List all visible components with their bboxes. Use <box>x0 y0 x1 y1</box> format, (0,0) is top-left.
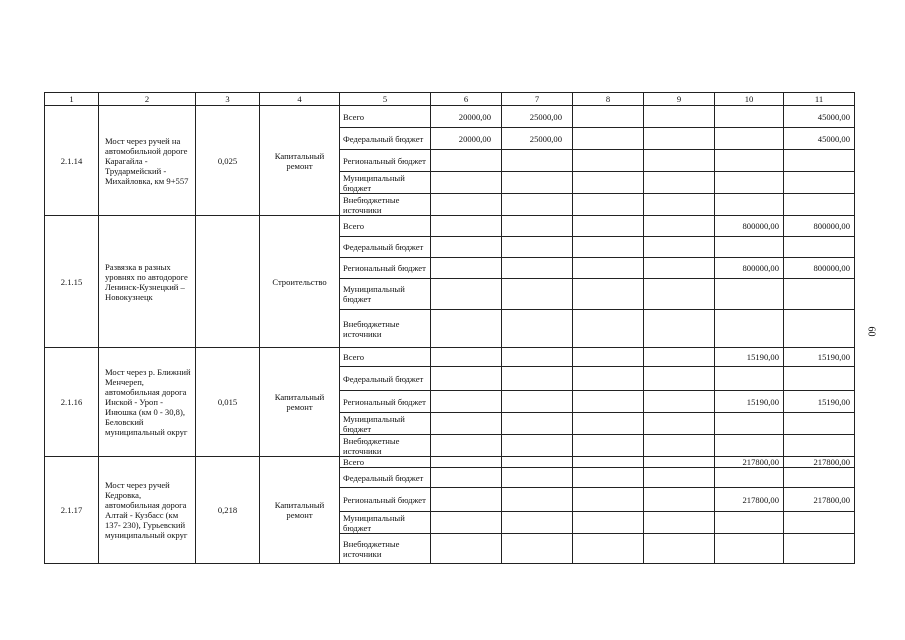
amount-cell <box>431 512 502 534</box>
amount-cell <box>715 106 784 128</box>
amount-cell <box>715 150 784 172</box>
amount-cell <box>784 237 855 258</box>
amount-cell <box>431 488 502 512</box>
object-name-cell: Мост через ручей на автомобильной дороге Карагайла - Трудармейский - Михайловка, км 9+557 <box>99 106 196 216</box>
column-header: 4 <box>260 93 340 106</box>
work-type-cell: Строительство <box>260 216 340 348</box>
amount-cell <box>784 367 855 391</box>
funding-source-cell: Региональный бюджет <box>340 150 431 172</box>
amount-cell <box>431 258 502 279</box>
item-number-cell: 2.1.17 <box>45 457 99 564</box>
amount-cell <box>502 488 573 512</box>
amount-cell <box>644 279 715 310</box>
amount-cell <box>573 413 644 435</box>
column-header: 1 <box>45 93 99 106</box>
amount-cell <box>502 279 573 310</box>
amount-cell <box>644 310 715 348</box>
amount-cell <box>431 172 502 194</box>
amount-cell <box>431 237 502 258</box>
amount-cell <box>644 468 715 488</box>
amount-cell: 45000,00 <box>784 128 855 150</box>
column-header: 5 <box>340 93 431 106</box>
amount-cell <box>784 150 855 172</box>
amount-cell <box>502 391 573 413</box>
amount-cell <box>715 194 784 216</box>
amount-cell <box>431 367 502 391</box>
amount-cell <box>784 279 855 310</box>
amount-cell <box>502 534 573 564</box>
amount-cell <box>573 512 644 534</box>
amount-cell <box>644 150 715 172</box>
amount-cell <box>502 237 573 258</box>
amount-cell <box>431 391 502 413</box>
amount-cell <box>502 258 573 279</box>
column-header: 11 <box>784 93 855 106</box>
amount-cell <box>502 468 573 488</box>
funding-source-cell: Всего <box>340 457 431 468</box>
amount-cell <box>715 310 784 348</box>
amount-cell <box>573 237 644 258</box>
amount-cell <box>784 413 855 435</box>
amount-cell <box>644 512 715 534</box>
amount-cell <box>784 435 855 457</box>
amount-cell <box>644 106 715 128</box>
work-type-cell: Капитальный ремонт <box>260 457 340 564</box>
amount-cell <box>431 457 502 468</box>
amount-cell: 15190,00 <box>784 391 855 413</box>
length-cell: 0,218 <box>196 457 260 564</box>
amount-cell <box>502 194 573 216</box>
funding-source-cell: Федеральный бюджет <box>340 367 431 391</box>
funding-source-cell: Федеральный бюджет <box>340 128 431 150</box>
amount-cell <box>502 172 573 194</box>
amount-cell <box>431 348 502 367</box>
amount-cell <box>573 534 644 564</box>
amount-cell <box>644 534 715 564</box>
amount-cell <box>784 172 855 194</box>
amount-cell <box>644 128 715 150</box>
amount-cell <box>573 258 644 279</box>
amount-cell: 217800,00 <box>784 488 855 512</box>
funding-source-cell: Региональный бюджет <box>340 258 431 279</box>
amount-cell <box>502 348 573 367</box>
funding-source-cell: Внебюджетные источники <box>340 194 431 216</box>
amount-cell <box>573 468 644 488</box>
amount-cell <box>573 128 644 150</box>
amount-cell <box>644 258 715 279</box>
amount-cell <box>502 413 573 435</box>
amount-cell <box>644 457 715 468</box>
funding-source-cell: Федеральный бюджет <box>340 237 431 258</box>
amount-cell <box>573 367 644 391</box>
amount-cell <box>573 150 644 172</box>
funding-source-cell: Всего <box>340 106 431 128</box>
amount-cell <box>573 435 644 457</box>
item-number-cell: 2.1.16 <box>45 348 99 457</box>
amount-cell <box>573 106 644 128</box>
amount-cell: 217800,00 <box>715 457 784 468</box>
amount-cell <box>573 391 644 413</box>
funding-source-cell: Федеральный бюджет <box>340 468 431 488</box>
object-name-cell: Мост через ручей Кедровка, автомобильная дорога Алтай - Кузбасс (км 137- 230), Гурьевский муниципальный округ <box>99 457 196 564</box>
funding-table <box>44 92 855 564</box>
amount-cell <box>644 367 715 391</box>
amount-cell <box>644 348 715 367</box>
funding-source-cell: Муниципальный бюджет <box>340 413 431 435</box>
amount-cell <box>502 435 573 457</box>
amount-cell <box>784 512 855 534</box>
amount-cell <box>715 534 784 564</box>
amount-cell <box>715 279 784 310</box>
amount-cell <box>502 457 573 468</box>
funding-source-cell: Внебюджетные источники <box>340 435 431 457</box>
funding-source-cell: Муниципальный бюджет <box>340 279 431 310</box>
column-header: 10 <box>715 93 784 106</box>
column-header: 3 <box>196 93 260 106</box>
funding-source-cell: Внебюджетные источники <box>340 310 431 348</box>
amount-cell <box>715 128 784 150</box>
funding-source-cell: Муниципальный бюджет <box>340 172 431 194</box>
amount-cell <box>644 435 715 457</box>
amount-cell: 25000,00 <box>502 128 573 150</box>
amount-cell: 15190,00 <box>715 391 784 413</box>
amount-cell <box>431 216 502 237</box>
amount-cell: 217800,00 <box>715 488 784 512</box>
amount-cell <box>644 237 715 258</box>
amount-cell <box>784 468 855 488</box>
amount-cell <box>644 194 715 216</box>
table-row <box>45 106 855 128</box>
amount-cell: 800000,00 <box>784 216 855 237</box>
amount-cell <box>431 435 502 457</box>
amount-cell <box>715 435 784 457</box>
amount-cell <box>715 468 784 488</box>
amount-cell <box>644 413 715 435</box>
amount-cell <box>573 216 644 237</box>
amount-cell <box>573 457 644 468</box>
amount-cell <box>573 348 644 367</box>
amount-cell <box>715 367 784 391</box>
amount-cell <box>644 172 715 194</box>
amount-cell <box>431 534 502 564</box>
amount-cell <box>715 237 784 258</box>
column-header: 8 <box>573 93 644 106</box>
funding-source-cell: Внебюджетные источники <box>340 534 431 564</box>
amount-cell <box>431 413 502 435</box>
amount-cell <box>644 488 715 512</box>
item-number-cell: 2.1.14 <box>45 106 99 216</box>
amount-cell: 45000,00 <box>784 106 855 128</box>
amount-cell <box>784 194 855 216</box>
amount-cell <box>431 310 502 348</box>
amount-cell <box>644 216 715 237</box>
table-row <box>45 216 855 237</box>
column-header: 6 <box>431 93 502 106</box>
work-type-cell: Капитальный ремонт <box>260 348 340 457</box>
amount-cell: 217800,00 <box>784 457 855 468</box>
amount-cell <box>431 194 502 216</box>
column-header: 9 <box>644 93 715 106</box>
amount-cell: 800000,00 <box>715 258 784 279</box>
amount-cell: 800000,00 <box>784 258 855 279</box>
amount-cell <box>431 468 502 488</box>
table-row <box>45 348 855 367</box>
length-cell: 0,015 <box>196 348 260 457</box>
amount-cell <box>502 367 573 391</box>
amount-cell <box>431 279 502 310</box>
column-header: 7 <box>502 93 573 106</box>
object-name-cell: Мост через р. Ближний Менчереп, автомобильная дорога Инской - Уроп - Инюшка (км 0 - 30,8), Беловский муниципальный округ <box>99 348 196 457</box>
header-row <box>45 93 855 106</box>
amount-cell <box>573 279 644 310</box>
amount-cell <box>644 391 715 413</box>
amount-cell <box>715 512 784 534</box>
item-number-cell: 2.1.15 <box>45 216 99 348</box>
amount-cell <box>502 150 573 172</box>
amount-cell <box>431 150 502 172</box>
page-number: 60 <box>865 326 877 337</box>
amount-cell <box>715 172 784 194</box>
object-name-cell: Развязка в разных уровнях по автодороге Ленинск-Кузнецкий – Новокузнецк <box>99 216 196 348</box>
amount-cell <box>502 310 573 348</box>
table-body <box>45 93 855 564</box>
amount-cell: 15190,00 <box>715 348 784 367</box>
amount-cell: 15190,00 <box>784 348 855 367</box>
funding-source-cell: Всего <box>340 216 431 237</box>
length-cell <box>196 216 260 348</box>
amount-cell <box>715 413 784 435</box>
funding-source-cell: Региональный бюджет <box>340 391 431 413</box>
funding-source-cell: Региональный бюджет <box>340 488 431 512</box>
amount-cell <box>573 488 644 512</box>
work-type-cell: Капитальный ремонт <box>260 106 340 216</box>
amount-cell: 20000,00 <box>431 128 502 150</box>
amount-cell <box>784 534 855 564</box>
amount-cell <box>502 512 573 534</box>
amount-cell: 800000,00 <box>715 216 784 237</box>
length-cell: 0,025 <box>196 106 260 216</box>
amount-cell <box>573 194 644 216</box>
funding-source-cell: Муниципальный бюджет <box>340 512 431 534</box>
amount-cell <box>502 216 573 237</box>
amount-cell <box>573 310 644 348</box>
amount-cell: 20000,00 <box>431 106 502 128</box>
amount-cell <box>573 172 644 194</box>
amount-cell <box>784 310 855 348</box>
column-header: 2 <box>99 93 196 106</box>
funding-source-cell: Всего <box>340 348 431 367</box>
amount-cell: 25000,00 <box>502 106 573 128</box>
table-row <box>45 457 855 468</box>
